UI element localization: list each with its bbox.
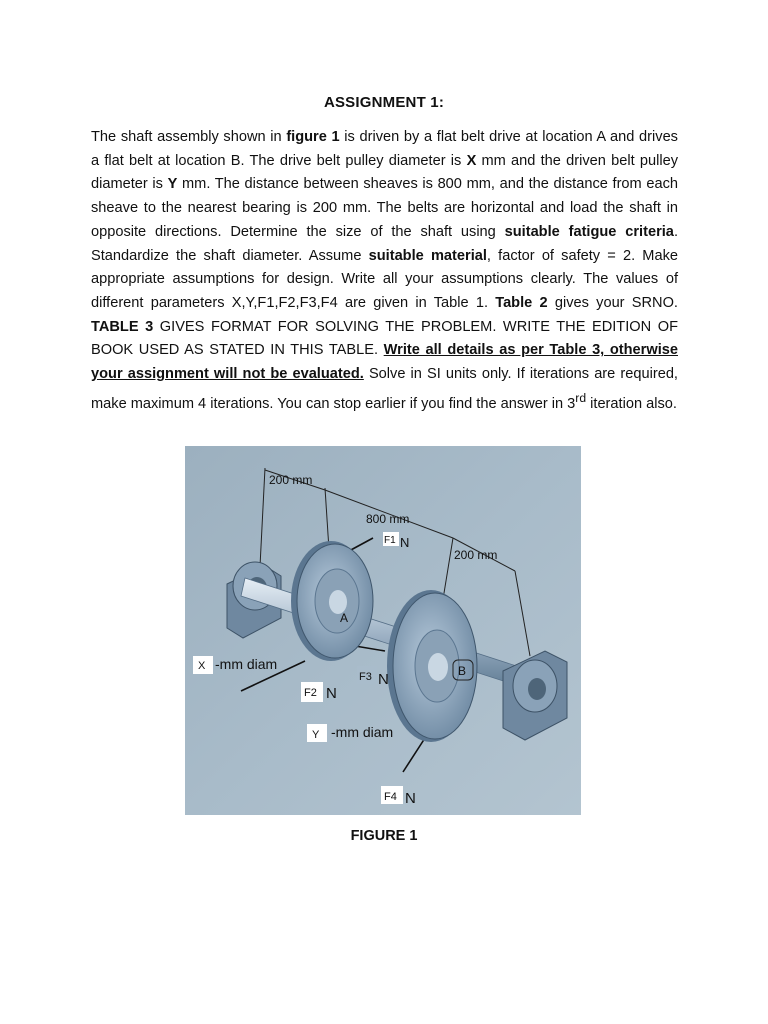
y-label: Y [312,729,320,741]
text-run: Solve in SI units only. If iterations are required, make maximum 4 iterations. You can stop earlier if you find the answer in 3 [91,366,678,412]
text-run: iteration also. [586,395,677,412]
text-run: , factor of safety = 2. Make appropriate assumptions for design. Write all your assumptions clearly. The values of different parameters X,Y,F1,F2,F3,F4 are given in Table 1. [91,247,678,311]
f1-unit: N [400,535,410,550]
text-run-bold: TABLE 3 [91,318,154,335]
text-run-bold: suitable material [368,247,487,264]
f3-label: F3 [359,671,372,683]
assignment-title: ASSIGNMENT 1: [323,94,445,111]
f4-unit: N [405,790,416,807]
y-diam-label: -mm diam [331,724,394,740]
text-run-bold: suitable fatigue criteria [504,223,674,240]
text-run-bold: X [466,152,477,169]
superscript-rd: rd [575,390,587,405]
pulley-a [291,541,373,661]
shaft-assembly-figure [185,446,581,815]
text-run-bold: figure 1 [286,129,340,145]
text-run: The shaft assembly shown in [91,129,287,145]
text-run: . Standardize the shaft diameter. Assume [91,223,678,264]
shaft-diagram [185,446,581,815]
x-label: X [198,660,206,672]
text-run: GIVES FORMAT FOR SOLVING THE PROBLEM. WRITE THE EDITION OF BOOK USED AS STATED IN THIS TABLE. [91,318,678,359]
x-diam-label: -mm diam [215,656,278,672]
f4-label: F4 [384,791,397,803]
text-run: mm. The distance between sheaves is 800 mm, and the distance from each sheave to the nearest bearing is 200 mm. The belts are horizontal and load the shaft in opposite directions. Determine the size of the shaft using [91,176,678,240]
text-run: mm and the driven belt pulley diameter is [91,152,678,193]
problem-statement [91,126,678,416]
text-run: is driven by a flat belt drive at location A and drives a flat belt at location B. The drive belt pulley diameter is [91,129,678,169]
dim-right-label: 200 mm [454,548,498,562]
text-run: gives your SRNO. [547,294,678,311]
f2-label: F2 [304,687,317,699]
dim-left-label: 200 mm [269,473,313,487]
label-a: A [340,611,349,625]
f3-unit: N [378,671,389,688]
figure-caption: FIGURE 1 [350,828,418,844]
label-b: B [458,664,467,678]
f2-unit: N [326,685,337,702]
text-run-bold: Table 2 [495,294,548,311]
dim-middle-label: 800 mm [366,512,410,526]
warning-underlined: Write all details as per Table 3, otherwise your assignment will not be evaluated. [91,342,678,383]
text-run-bold: Y [167,176,178,193]
f1-label: F1 [384,535,396,546]
